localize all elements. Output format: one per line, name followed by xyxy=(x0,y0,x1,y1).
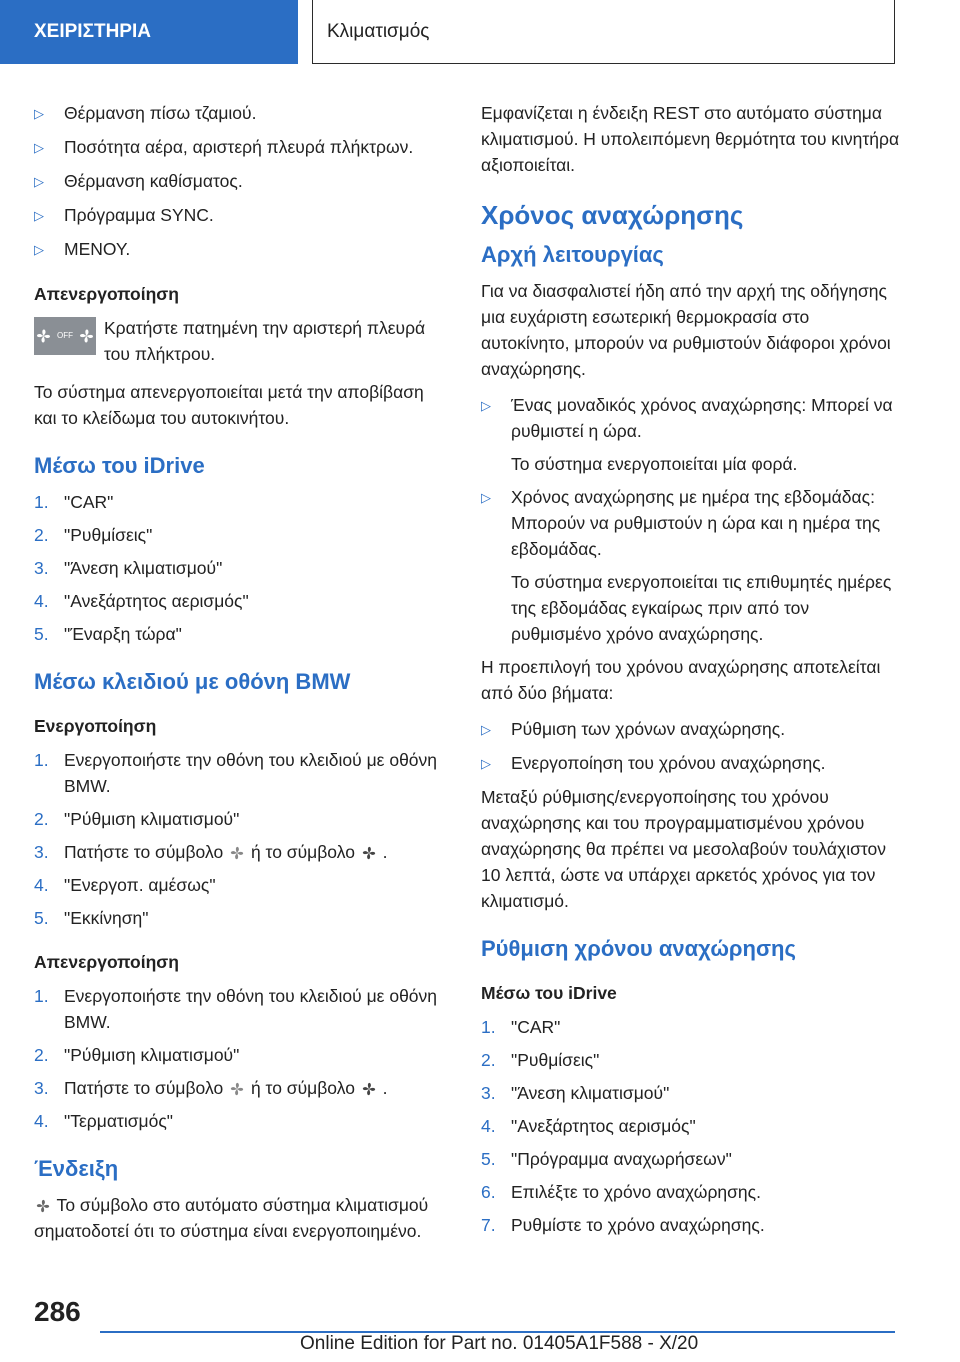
list-item: 4. "Ανεξάρτητος αερισμός" xyxy=(481,1116,696,1136)
list-item: 5. "Εκκίνηση" xyxy=(34,908,149,928)
idrive-heading: Μέσω του iDrive xyxy=(34,453,205,478)
section-tab: ΧΕΙΡΙΣΤΗΡΙΑ xyxy=(0,0,298,64)
list-item: 3. Πατήστε το σύμβολο ή το σύμβολο . xyxy=(34,842,388,862)
triangle-bullet-icon: ▷ xyxy=(34,242,44,257)
chapter-title: Κλιματισμός xyxy=(312,0,895,64)
fan-active-icon xyxy=(360,844,378,862)
deactivate-heading-2: Απενεργοποίηση xyxy=(34,952,179,972)
list-item: ▷ Θέρμανση πίσω τζαμιού. xyxy=(34,100,449,127)
key-display-heading: Μέσω κλειδιού με οθόνη BMW xyxy=(34,669,351,694)
list-item: 5. "Έναρξη τώρα" xyxy=(34,624,182,644)
between-text: Μεταξύ ρύθμισης/ενεργοποίησης του χρόνου αναχώρησης και του προγραμματισμένου χρόνου αναχώρησης θα πρέπει να μεσολαβούν τουλάχιστον 10 λεπτά, ώστε να υπάρχει αρκετός χρόνος για τον κλιματισμό. xyxy=(481,787,887,911)
left-column xyxy=(34,100,449,1254)
list-item: ▷ Ένας μοναδικός χρόνος αναχώρησης: Μπορεί να ρυθμιστεί η ώρα. xyxy=(481,392,901,444)
list-note: Το σύστημα ενεργοποιείται τις επιθυμητές ημέρες της εβδομάδας εγκαίρως πριν από τον ρυθμισμένο χρόνο αναχώρησης. xyxy=(511,572,892,644)
list-item: ▷ Θέρμανση καθίσματος. xyxy=(34,168,449,195)
triangle-bullet-icon: ▷ xyxy=(34,140,44,155)
list-note: Το σύστημα ενεργοποιείται μία φορά. xyxy=(511,454,798,474)
fan-active-icon xyxy=(34,1197,52,1215)
list-item: ▷ Χρόνος αναχώρησης με ημέρα της εβδομάδας: Μπορούν να ρυθμιστούν η ώρα και η ημέρα της εβδομάδας. xyxy=(481,484,901,562)
list-item: 2. "Ρυθμίσεις" xyxy=(481,1050,600,1070)
list-item: ▷ Ποσότητα αέρα, αριστερή πλευρά πλήκτρων. xyxy=(34,134,449,161)
triangle-bullet-icon: ▷ xyxy=(481,490,491,505)
indicator-heading: Ένδειξη xyxy=(34,1156,119,1181)
idrive-subheading: Μέσω του iDrive xyxy=(481,983,617,1003)
triangle-bullet-icon: ▷ xyxy=(481,398,491,413)
list-item: ▷ Ενεργοποίηση του χρόνου αναχώρησης. xyxy=(481,750,901,777)
preset-text: Η προεπιλογή του χρόνου αναχώρησης αποτελείται από δύο βήματα: xyxy=(481,657,881,703)
list-item: 1. "CAR" xyxy=(481,1017,561,1037)
list-item: 2. "Ρύθμιση κλιματισμού" xyxy=(34,1045,240,1065)
right-column xyxy=(481,100,901,1245)
list-item: 1. Ενεργοποιήστε την οθόνη του κλειδιού με οθόνη BMW. xyxy=(34,750,438,796)
list-item: 5. "Πρόγραμμα αναχωρήσεων" xyxy=(481,1149,732,1169)
page-number: 286 xyxy=(34,1296,81,1327)
list-item: 4. "Τερματισμός" xyxy=(34,1111,173,1131)
triangle-bullet-icon: ▷ xyxy=(481,756,491,771)
triangle-bullet-icon: ▷ xyxy=(34,208,44,223)
list-item: ▷ Πρόγραμμα SYNC. xyxy=(34,202,449,229)
list-item: 6. Επιλέξτε το χρόνο αναχώρησης. xyxy=(481,1182,761,1202)
fan-icon xyxy=(228,1080,246,1098)
triangle-bullet-icon: ▷ xyxy=(34,106,44,121)
fan-icon xyxy=(228,844,246,862)
fan-off-button-icon: OFF xyxy=(34,317,96,355)
list-item: 4. "Ενεργοπ. αμέσως" xyxy=(34,875,216,895)
activate-heading: Ενεργοποίηση xyxy=(34,716,157,736)
list-item: 1. "CAR" xyxy=(34,492,114,512)
fan-active-icon xyxy=(360,1080,378,1098)
list-item: ▷ ΜΕΝΟΥ. xyxy=(34,236,449,263)
indicator-text: Το σύμβολο στο αυτόματο σύστημα κλιματισμού σηματοδοτεί ότι το σύστημα είναι ενεργοποιημένο. xyxy=(34,1195,429,1241)
list-item: 3. Πατήστε το σύμβολο ή το σύμβολο . xyxy=(34,1078,388,1098)
deactivate-note: Το σύστημα απενεργοποιείται μετά την αποβίβαση και το κλείδωμα του αυτοκινήτου. xyxy=(34,382,424,428)
list-item: 3. "Άνεση κλιματισμού" xyxy=(34,558,223,578)
principle-text: Για να διασφαλιστεί ήδη από την αρχή της οδήγησης μια ευχάριστη εσωτερική θερμοκρασία στο αυτοκίνητο, μπορούν να ρυθμιστούν διάφοροι χρόνοι αναχώρησης. xyxy=(481,281,891,379)
footer-edition: Online Edition for Part no. 01405A1F588 - X/20 xyxy=(300,1333,699,1354)
deactivate-heading: Απενεργοποίηση xyxy=(34,284,179,304)
triangle-bullet-icon: ▷ xyxy=(34,174,44,189)
principle-heading: Αρχή λειτουργίας xyxy=(481,242,664,267)
list-item: 2. "Ρυθμίσεις" xyxy=(34,525,153,545)
list-item: 7. Ρυθμίστε το χρόνο αναχώρησης. xyxy=(481,1215,765,1235)
list-item: 2. "Ρύθμιση κλιματισμού" xyxy=(34,809,240,829)
set-departure-heading: Ρύθμιση χρόνου αναχώρησης xyxy=(481,936,796,961)
list-item: 4. "Ανεξάρτητος αερισμός" xyxy=(34,591,249,611)
triangle-bullet-icon: ▷ xyxy=(481,722,491,737)
departure-time-heading: Χρόνος αναχώρησης xyxy=(481,200,744,230)
list-item: 1. Ενεργοποιήστε την οθόνη του κλειδιού με οθόνη BMW. xyxy=(34,986,438,1032)
rest-text: Εμφανίζεται η ένδειξη REST στο αυτόματο σύστημα κλιματισμού. Η υπολειπόμενη θερμότητα του κινητήρα αξιοποιείται. xyxy=(481,103,900,175)
deactivate-instruction: OFF Κρατήστε πατημένη την αριστερή πλευρά του πλήκτρου. xyxy=(34,315,449,367)
list-item: ▷ Ρύθμιση των χρόνων αναχώρησης. xyxy=(481,716,901,743)
list-item: 3. "Άνεση κλιματισμού" xyxy=(481,1083,670,1103)
